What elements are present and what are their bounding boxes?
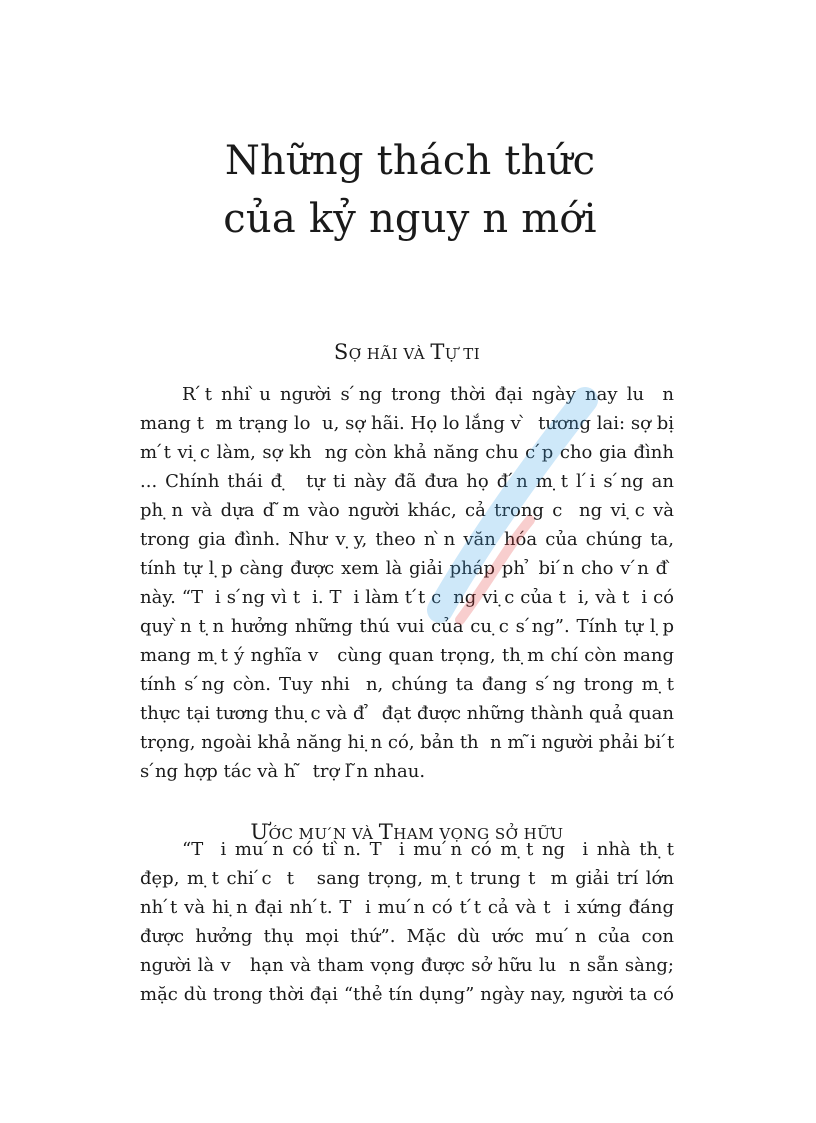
paragraph-line: này. “T i s ́ng vì t i. T i làm t ́t c ng vi ̣c của t i, và t i có — [140, 587, 674, 608]
paragraph-line: người là v hạn và tham vọng được sở hữu lu n sẵn sàng; — [140, 955, 674, 976]
section-heading-fear — [140, 340, 674, 364]
paragraph-line: đẹp, m ̣t chi ́c t sang trọng, m ̣t trung t m giải trí lớn — [140, 868, 674, 889]
paragraph-line: thực tại tương thu ̣c và đ ̉ đạt được những thành quả quan — [140, 703, 674, 724]
heading-smallcaps: Ợ HÃI VÀ — [348, 345, 431, 363]
chapter-title-line-2: của kỷ nguy n mới — [223, 196, 597, 242]
paragraph-line: quy ̀n t ̣n hưởng những thú vui của cu ̣c s ́ng”. Tính tự l ̣p — [140, 616, 674, 637]
heading-initial: T — [378, 820, 394, 844]
paragraph-line: nh ́t và hi ̣n đại nh ́t. T i mu ́n có t ́t cả và t i xứng đáng — [140, 897, 674, 918]
paragraph-line: trọng, ngoài khả năng hi ̣n có, bản th n m ̃i người phải bi ́t — [140, 732, 674, 753]
section-fear-paragraph — [140, 380, 674, 786]
paragraph-line: trong gia đình. Như v ̣y, theo n ̀n văn hóa của chúng ta, — [140, 529, 674, 550]
paragraph-line: mang t m trạng lo u, sợ hãi. Họ lo lắng v ̀ tương lai: sợ bị — [140, 413, 674, 434]
paragraph-line: tính s ́ng còn. Tuy nhi n, chúng ta đang s ́ng trong m ̣t — [140, 674, 674, 695]
paragraph-line: “T i mu ́n có ti ̀n. T i mu ́n có m ̣t ng i nhà th ̣t — [182, 839, 674, 860]
paragraph-line: ... Chính thái đ ̣ tự ti này đã đưa họ đ ́n m ̣t l ́i s ́ng an — [140, 471, 674, 492]
heading-initial: S — [333, 340, 349, 364]
paragraph-line: s ́ng hợp tác và h ̃ trợ l ̃n nhau. — [140, 761, 426, 782]
paragraph-line: R ́t nhi ̀u người s ́ng trong thời đại ngày nay lu n — [182, 384, 674, 405]
heading-initial: T — [430, 340, 445, 364]
paragraph-line: m ́t vi ̣c làm, sợ kh ng còn khả năng chu c ́p cho gia đình — [140, 442, 674, 463]
heading-smallcaps: HAM VỌNG SỞ HỮU — [393, 825, 564, 843]
paragraph-line: tính tự l ̣p càng được xem là giải pháp ph ̉ bi ́n cho v ́n đ ̀ — [140, 558, 674, 579]
paragraph-line: được hưởng thụ mọi thứ”. Mặc dù ước mu ́n của con — [140, 926, 674, 947]
paragraph-line: mang m ̣t ý nghĩa v cùng quan trọng, th ̣m chí còn mang — [140, 645, 674, 666]
paragraph-line: mặc dù trong thời đại “thẻ tín dụng” ngày nay, người ta có — [140, 984, 674, 1005]
chapter-title — [140, 132, 680, 248]
heading-smallcaps: Ự TI — [444, 345, 481, 363]
heading-initial: Ư — [250, 820, 269, 844]
heading-smallcaps: ỚC MU ́N VÀ — [268, 825, 379, 843]
paragraph-line: ph ̣n và dựa d ̃m vào người khác, cả trong c ng vi ̣c và — [140, 500, 674, 521]
section-desire-paragraph — [140, 835, 674, 1009]
chapter-title-line-1: Những thách thức — [224, 138, 596, 184]
